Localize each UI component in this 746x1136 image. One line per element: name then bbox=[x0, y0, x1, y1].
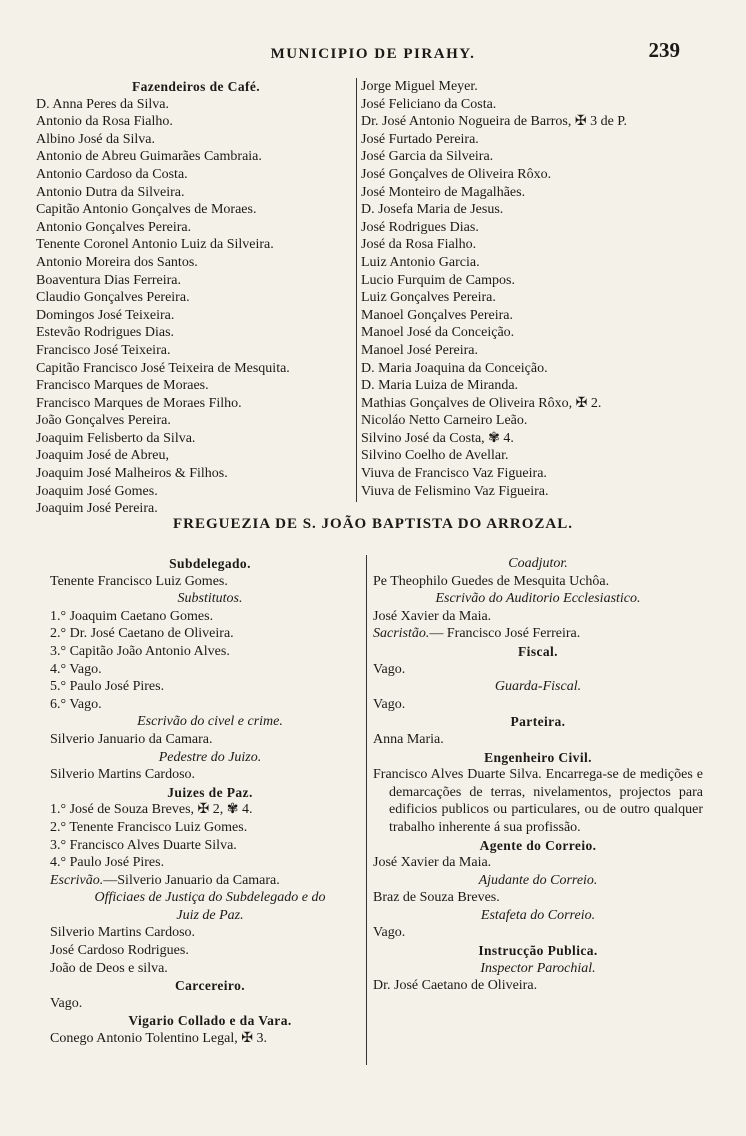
parteira-name: Anna Maria. bbox=[373, 731, 444, 747]
juizes-heading: Juizes de Paz. bbox=[167, 784, 253, 800]
escrivao-auditorio-heading: Escrivão do Auditorio Ecclesiastico. bbox=[435, 591, 641, 607]
list-item: 3.° Capitão João Antonio Alves. bbox=[50, 643, 230, 659]
list-item: Antonio de Abreu Guimarães Cambraia. bbox=[36, 149, 262, 165]
list-item: Francisco José Teixeira. bbox=[36, 342, 171, 358]
list-item: José Furtado Pereira. bbox=[361, 131, 479, 147]
estafeta-correio-name: Vago. bbox=[373, 925, 406, 941]
list-item: Jorge Miguel Meyer. bbox=[361, 79, 478, 94]
coadjutor-name: Pe Theophilo Guedes de Mesquita Uchôa. bbox=[373, 573, 610, 589]
running-title: MUNICIPIO DE PIRAHY. bbox=[270, 46, 476, 62]
carcereiro-name: Vago. bbox=[50, 995, 83, 1011]
list-item: José Feliciano da Costa. bbox=[361, 96, 497, 112]
agente-correio-name: José Xavier da Maia. bbox=[373, 855, 492, 871]
escrivao-name: —Silverio Januario da Camara. bbox=[103, 872, 280, 888]
coffee-farmers-column-left bbox=[36, 78, 356, 518]
officiaes-heading-line1: Officiaes de Justiça do Subdelegado e do bbox=[94, 890, 326, 906]
coffee-farmers-heading: Fazendeiros de Café. bbox=[131, 79, 261, 94]
section-title: FREGUEZIA DE S. JOÃO BAPTISTA DO ARROZAL. bbox=[173, 516, 573, 532]
list-item: Dr. José Antonio Nogueira de Barros, ✠ 3 de P. bbox=[361, 114, 628, 130]
page-header bbox=[0, 38, 746, 68]
list-item: Joaquim José de Abreu, bbox=[36, 448, 169, 464]
coffee-farmers-column-right bbox=[356, 78, 701, 502]
fiscal-name: Vago. bbox=[373, 661, 406, 677]
list-item: D. Maria Joaquina da Conceição. bbox=[361, 360, 548, 376]
agente-correio-heading: Agente do Correio. bbox=[479, 837, 597, 853]
inspector-heading: Inspector Parochial. bbox=[480, 960, 596, 976]
list-item: D. Josefa Maria de Jesus. bbox=[361, 202, 504, 218]
list-item: Antonio Gonçalves Pereira. bbox=[36, 219, 192, 235]
list-item: Domingos José Teixeira. bbox=[36, 307, 175, 323]
list-item: Francisco Marques de Moraes Filho. bbox=[36, 395, 242, 411]
list-item: Luiz Gonçalves Pereira. bbox=[361, 290, 496, 306]
list-item: João de Deos e silva. bbox=[50, 960, 168, 976]
list-item: Joaquim José Pereira. bbox=[36, 501, 158, 517]
list-item: José Monteiro de Magalhães. bbox=[361, 184, 526, 200]
list-item: Tenente Coronel Antonio Luiz da Silveira. bbox=[36, 237, 274, 253]
parish-officials-left bbox=[50, 555, 370, 1048]
list-item: 1.° José de Souza Breves, ✠ 2, ✾ 4. bbox=[50, 802, 253, 818]
list-item: D. Anna Peres da Silva. bbox=[36, 96, 169, 112]
engenheiro-heading: Engenheiro Civil. bbox=[484, 749, 592, 765]
list-item: Boaventura Dias Ferreira. bbox=[36, 272, 181, 288]
subdelegado-name: Tenente Francisco Luiz Gomes. bbox=[50, 573, 228, 589]
escrivao-civel-heading: Escrivão do civel e crime. bbox=[137, 714, 283, 730]
officiaes-list bbox=[50, 924, 370, 977]
sacristao-line bbox=[373, 625, 703, 643]
sacristao-name: — Francisco José Ferreira. bbox=[429, 626, 581, 642]
list-item: Silverio Martins Cardoso. bbox=[50, 925, 196, 941]
list-item: Albino José da Silva. bbox=[36, 131, 155, 147]
list-item: 2.° Dr. José Caetano de Oliveira. bbox=[50, 626, 234, 642]
list-item: Silvino José da Costa, ✾ 4. bbox=[361, 430, 514, 446]
list-item: D. Maria Luiza de Miranda. bbox=[361, 378, 519, 394]
list-item: Mathias Gonçalves de Oliveira Rôxo, ✠ 2. bbox=[361, 395, 602, 411]
substitutos-heading: Substitutos. bbox=[177, 591, 243, 607]
carcereiro-heading: Carcereiro. bbox=[175, 978, 245, 994]
substitutos-list bbox=[50, 608, 370, 714]
escrivao-line bbox=[50, 872, 370, 890]
parteira-heading: Parteira. bbox=[510, 714, 566, 730]
pedestre-name: Silverio Martins Cardoso. bbox=[50, 767, 196, 783]
vigario-heading: Vigario Collado e da Vara. bbox=[128, 1013, 292, 1029]
guarda-fiscal-name: Vago. bbox=[373, 696, 406, 712]
fiscal-heading: Fiscal. bbox=[518, 643, 558, 659]
list-item: 4.° Paulo José Pires. bbox=[50, 855, 165, 871]
sacristao-label: Sacristão. bbox=[373, 626, 430, 642]
list-item: Lucio Furquim de Campos. bbox=[361, 272, 515, 288]
estafeta-correio-heading: Estafeta do Correio. bbox=[480, 907, 596, 923]
list-item: Antonio Dutra da Silveira. bbox=[36, 184, 185, 200]
list-item: Francisco Marques de Moraes. bbox=[36, 378, 209, 394]
escrivao-civel-name: Silverio Januario da Camara. bbox=[50, 731, 213, 747]
list-item: Viuva de Francisco Vaz Figueira. bbox=[361, 466, 547, 482]
list-item: José Rodrigues Dias. bbox=[361, 219, 479, 235]
ajudante-correio-heading: Ajudante do Correio. bbox=[478, 872, 598, 888]
escrivao-auditorio-name: José Xavier da Maia. bbox=[373, 608, 492, 624]
list-item: Manoel José Pereira. bbox=[361, 342, 479, 358]
list-item: Capitão Francisco José Teixeira de Mesquita. bbox=[36, 360, 290, 376]
list-item: 1.° Joaquim Caetano Gomes. bbox=[50, 608, 214, 624]
list-item: Joaquim Felisberto da Silva. bbox=[36, 430, 196, 446]
coffee-farmers-list-left bbox=[36, 96, 356, 518]
list-item: 6.° Vago. bbox=[50, 696, 102, 712]
vigario-name: Conego Antonio Tolentino Legal, ✠ 3. bbox=[50, 1031, 267, 1047]
instruccao-heading: Instrucção Publica. bbox=[478, 943, 598, 959]
list-item: Nicoláo Netto Carneiro Leão. bbox=[361, 413, 528, 429]
officiaes-heading-line2: Juiz de Paz. bbox=[176, 907, 244, 923]
list-item: José Cardoso Rodrigues. bbox=[50, 943, 189, 959]
list-item: Joaquim José Malheiros & Filhos. bbox=[36, 466, 228, 482]
list-item: Capitão Antonio Gonçalves de Moraes. bbox=[36, 202, 257, 218]
list-item: Antonio Cardoso da Costa. bbox=[36, 166, 188, 182]
list-item: José Garcia da Silveira. bbox=[361, 149, 494, 165]
list-item: Claudio Gonçalves Pereira. bbox=[36, 290, 190, 306]
list-item: Manoel José da Conceição. bbox=[361, 325, 515, 341]
subdelegado-heading: Subdelegado. bbox=[169, 556, 251, 571]
list-item: José da Rosa Fialho. bbox=[361, 237, 477, 253]
list-item: Antonio Moreira dos Santos. bbox=[36, 254, 198, 270]
list-item: 2.° Tenente Francisco Luiz Gomes. bbox=[50, 819, 248, 835]
list-item: Manoel Gonçalves Pereira. bbox=[361, 307, 513, 323]
parish-officials-right bbox=[366, 555, 703, 1065]
list-item: José Gonçalves de Oliveira Rôxo. bbox=[361, 166, 552, 182]
list-item: Silvino Coelho de Avellar. bbox=[361, 448, 509, 464]
pedestre-heading: Pedestre do Juizo. bbox=[158, 749, 262, 765]
ajudante-correio-name: Braz de Souza Breves. bbox=[373, 890, 500, 906]
juizes-list bbox=[50, 801, 370, 871]
escrivao-label: Escrivão. bbox=[50, 872, 104, 888]
list-item: Viuva de Felismino Vaz Figueira. bbox=[361, 483, 549, 499]
list-item: 4.° Vago. bbox=[50, 661, 102, 677]
list-item: João Gonçalves Pereira. bbox=[36, 413, 171, 429]
coadjutor-heading: Coadjutor. bbox=[508, 556, 568, 571]
guarda-fiscal-heading: Guarda-Fiscal. bbox=[494, 679, 582, 695]
engenheiro-text: Francisco Alves Duarte Silva. Encarrega-se de medições e demarcações de terras, nivelamentos, projectos para edificios publicos ou particulares, ou de outro qualquer trabalho inherente á sua profissão. bbox=[373, 767, 703, 835]
inspector-name: Dr. José Caetano de Oliveira. bbox=[373, 978, 538, 994]
list-item: Estevão Rodrigues Dias. bbox=[36, 325, 175, 341]
list-item: 3.° Francisco Alves Duarte Silva. bbox=[50, 837, 237, 853]
coffee-farmers-list-right bbox=[361, 78, 701, 500]
list-item: 5.° Paulo José Pires. bbox=[50, 679, 165, 695]
list-item: Antonio da Rosa Fialho. bbox=[36, 114, 173, 130]
page-number: 239 bbox=[648, 38, 680, 62]
list-item: Joaquim José Gomes. bbox=[36, 483, 158, 499]
list-item: Luiz Antonio Garcia. bbox=[361, 254, 480, 270]
